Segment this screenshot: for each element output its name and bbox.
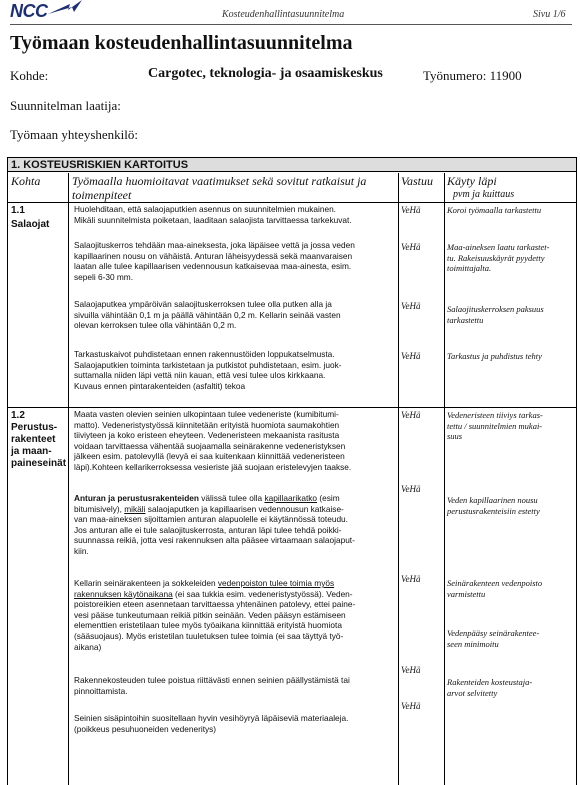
text-line: Koroi työmaalla tarkastettu bbox=[447, 205, 542, 215]
text-line: tettu / suunnitelmien mukai- bbox=[447, 420, 543, 431]
kohde-label: Kohde: bbox=[10, 68, 49, 83]
row-1-1-paragraph bbox=[74, 240, 398, 282]
bold-phrase: Anturan ja perustusrakenteiden bbox=[74, 493, 199, 503]
col-header-kohta: Kohta bbox=[11, 174, 41, 188]
text-line bbox=[74, 589, 398, 600]
text-line: suunnassa reikiä, jotta vesi rakennuksen alta pääsee virtaamaan salaojaput- bbox=[74, 535, 355, 546]
text-line: vesi pääse tunkeutumaan reikiä pitkin seinään. Veden pääsyn estämiseen bbox=[74, 609, 346, 620]
text-line: arvot selvitetty bbox=[447, 687, 498, 698]
text-line: Vedenpääsy seinärakentee- bbox=[447, 628, 540, 638]
text-line: suttamalla niiden läpi vettä niin kauan, että vesi tulee ulos kirkkaana. bbox=[74, 370, 326, 381]
text-line: Salaojaputkien toiminta tarkistetaan ja putkistot puhdistetaan, esim. juok- bbox=[74, 359, 342, 370]
text-line: voidaan tarvittaessa vähentää suojaamalla seinärakenne vedeneristyksen bbox=[74, 440, 346, 451]
kayty-note bbox=[447, 410, 575, 442]
text-line: Tarkastus ja puhdistus tehty bbox=[447, 351, 542, 361]
text-line: Maata vasten olevien seinien ulkopintaan tulee vedeneriste (kumibitumi- bbox=[74, 409, 339, 419]
text-line: tarkastettu bbox=[447, 314, 484, 325]
underlined-phrase: mikäli bbox=[124, 503, 146, 514]
kayty-note bbox=[447, 628, 575, 649]
col-header-kayty-title: Käyty läpi bbox=[447, 174, 497, 188]
text-line bbox=[74, 578, 398, 589]
text-span: (esim bbox=[317, 493, 340, 503]
running-title: Kosteudenhallintasuunnitelma bbox=[222, 9, 345, 20]
vastuu-value: VeHä bbox=[401, 701, 421, 711]
row-1-2-paragraph bbox=[74, 713, 398, 734]
col-header-kayty-sub: pvm ja kuittaus bbox=[453, 189, 515, 200]
col-header-huomio-line: toimenpiteet bbox=[72, 188, 132, 202]
kayty-note bbox=[447, 578, 575, 599]
text-line: van maa-aineksen sijoittamien anturan alapuolelle ei käytännössä toteudu. bbox=[74, 514, 348, 525]
row-number: 1.2 bbox=[11, 410, 25, 421]
text-line: laatan alle tulee kapillaarisen vedennousun katkaisevaa maa-ainesta, esim. bbox=[74, 261, 352, 272]
col-header-kayty bbox=[447, 174, 514, 202]
vastuu-value: VeHä bbox=[401, 301, 421, 311]
text-span: salaojaputken ja kapillaarisen vedennousun katkaise- bbox=[145, 503, 344, 514]
col-divider bbox=[444, 173, 445, 785]
col-divider bbox=[398, 173, 399, 785]
kayty-note bbox=[447, 304, 575, 325]
row-1-2-paragraph bbox=[74, 675, 398, 696]
text-line: Salaojaputkea ympäröivän salaojituskerroksen tulee olla putken alla ja bbox=[74, 299, 332, 309]
row-name-line: rakenteet bbox=[11, 434, 56, 445]
kayty-note bbox=[447, 677, 575, 698]
text-line: perustusrakenteisiin estetty bbox=[447, 505, 540, 516]
vastuu-value: VeHä bbox=[401, 484, 421, 494]
yhteyshenkilo-label: Työmaan yhteyshenkilö: bbox=[10, 127, 138, 142]
text-line: Tarkastuskaivot puhdistetaan ennen rakennustöiden loppukatselmusta. bbox=[74, 349, 335, 359]
text-line: poistoreikien eteen asennetaan tarvittaessa yhtenäinen patolevy, ettei paine- bbox=[74, 599, 356, 610]
ncc-logo bbox=[10, 0, 80, 20]
underlined-phrase: rakennuksen käytönaikana bbox=[74, 588, 173, 599]
text-line: Salaojituskerroksen paksuus bbox=[447, 304, 544, 314]
vastuu-value: VeHä bbox=[401, 351, 421, 361]
text-line: varmistettu bbox=[447, 588, 486, 599]
text-line: aikana) bbox=[74, 641, 102, 652]
text-line: Seinien sisäpintoihin suositellaan hyvin vesihöyryä läpäiseviä materiaaleja. bbox=[74, 713, 349, 723]
kayty-note bbox=[447, 495, 575, 516]
text-line: Vedeneristeen tiiviys tarkas- bbox=[447, 410, 543, 420]
kayty-note bbox=[447, 351, 575, 362]
text-span: välissä tulee olla bbox=[198, 493, 265, 503]
row-1-2-paragraph bbox=[74, 493, 398, 557]
vastuu-value: VeHä bbox=[401, 205, 421, 215]
row-name-line: paineseinät bbox=[11, 458, 67, 469]
col-header-huomio-line: Työmaalla huomioitavat vaatimukset sekä sovitut ratkaisut ja bbox=[72, 174, 367, 188]
row-1-1-paragraph bbox=[74, 299, 398, 331]
text-line: Mikäli suunnitelmista poiketaan, laaditaan salaojista tarvittaessa tarkekuvat. bbox=[74, 214, 352, 225]
laatija-label: Suunnitelman laatija: bbox=[10, 98, 121, 113]
kayty-note bbox=[447, 242, 575, 274]
row-number: 1.1 bbox=[11, 205, 25, 216]
text-line: seen minimoitu bbox=[447, 638, 499, 649]
text-line: (sääsuojaus). Myös eristetilan tuuletuksen tulee toimia (ei saa täyttyä työ- bbox=[74, 630, 344, 641]
text-line: elementtien eristetilaan tulee myös työaikana kiinnittää erityistä huomiota bbox=[74, 620, 342, 631]
text-line: pinnoittamista. bbox=[74, 685, 128, 696]
section-title: 1. KOSTEUSRISKIEN KARTOITUS bbox=[8, 158, 576, 172]
text-line: tu. Rakeisuuskäyrät pyydetty bbox=[447, 252, 545, 263]
text-line: tiiviyteen ja koko eristeen eheyteen. Vedeneristeen mekaanista rasitusta bbox=[74, 430, 340, 441]
document-title: Työmaan kosteudenhallintasuunnitelma bbox=[10, 32, 353, 54]
kohde-value: Cargotec, teknologia- ja osaamiskeskus bbox=[148, 66, 383, 81]
text-line: (poikkeus pesuhuoneiden vedeneritys) bbox=[74, 723, 217, 734]
row-1-2-kohta bbox=[11, 410, 66, 470]
vastuu-value: VeHä bbox=[401, 242, 421, 252]
underlined-phrase: kapillaarikatko bbox=[264, 493, 318, 503]
row-name-line: ja maan- bbox=[11, 446, 52, 457]
underlined-phrase: vedenpoiston tulee toimia myös bbox=[217, 578, 335, 588]
row-1-1-paragraph bbox=[74, 349, 398, 391]
moisture-risk-table bbox=[7, 157, 577, 785]
text-line: kapillaarinen nousu on vähäistä. Anturan läheisyydessä sekä maanvaraisen bbox=[74, 250, 353, 261]
logo-text: NCC bbox=[10, 1, 48, 21]
text-span: bitumisively), bbox=[74, 503, 125, 514]
text-line: sivuilla vähintään 0,1 m ja päällä vähintään 0,2 m. Kellarin seinää vasten bbox=[74, 309, 341, 320]
logo-arrow-icon bbox=[46, 0, 86, 16]
text-line: Veden kapillaarinen nousu bbox=[447, 495, 538, 505]
text-line: olevan kerroksen tulee olla vähintään 0,2 m. bbox=[74, 320, 237, 331]
vastuu-value: VeHä bbox=[401, 665, 421, 675]
page-number: Sivu 1/6 bbox=[533, 9, 566, 20]
tyonumero: Työnumero: 11900 bbox=[423, 68, 522, 83]
text-line: toimittajalta. bbox=[447, 263, 492, 274]
text-line: läpi).Kohteen kellarikerroksessa vesieriste jää suojaan eristelevyjen taakse. bbox=[74, 461, 352, 472]
text-line: kiin. bbox=[74, 545, 89, 556]
text-span: Kellarin seinärakenteen ja sokkeleiden bbox=[74, 578, 218, 588]
row-rule bbox=[8, 407, 576, 408]
vastuu-value: VeHä bbox=[401, 410, 421, 420]
col-divider bbox=[68, 173, 69, 785]
text-span: (ei saa tukkia esim. vedeneristystyössä). Veden- bbox=[172, 588, 353, 599]
text-line: Rakenteiden kosteustaja- bbox=[447, 677, 533, 687]
row-1-1-kohta bbox=[11, 205, 49, 231]
text-line: matto). Vedeneristystyössä kiinnitetään erityistä huomiota saumakohtien bbox=[74, 419, 340, 430]
col-header-huomio bbox=[72, 174, 366, 202]
text-line: Seinärakenteen vedenpoisto bbox=[447, 578, 543, 588]
header-rule bbox=[10, 24, 572, 25]
text-line: sepeli 6-30 mm. bbox=[74, 271, 134, 282]
text-line: Salaojituskerros tehdään maa-aineksesta, joka läpäisee vettä ja jossa veden bbox=[74, 240, 355, 250]
header-row-rule bbox=[8, 202, 576, 203]
vastuu-value: VeHä bbox=[401, 574, 421, 584]
row-1-2-paragraph bbox=[74, 578, 398, 652]
text-line: Kuvaus ennen pintarakenteiden (asfaltit) tekoa bbox=[74, 380, 246, 391]
row-1-1-paragraph bbox=[74, 204, 398, 225]
col-header-vastuu: Vastuu bbox=[401, 174, 434, 188]
text-line bbox=[74, 504, 398, 515]
kayty-note bbox=[447, 205, 575, 216]
text-line: suus bbox=[447, 431, 463, 442]
text-line bbox=[74, 493, 398, 504]
row-1-2-paragraph bbox=[74, 409, 398, 473]
text-line: Maa-aineksen laatu tarkastet- bbox=[447, 242, 550, 252]
text-line: Rakennekosteuden tulee poistua riittävästi ennen seinien päällystämistä tai bbox=[74, 675, 350, 685]
row-name-line: Perustus- bbox=[11, 422, 58, 433]
text-line: Jos anturan alle ei tule salaojituskerrosta, anturan läpi tulee tehdä poikki- bbox=[74, 524, 342, 535]
text-line: Huolehditaan, että salaojaputkien asennus on suunnitelmien mukainen. bbox=[74, 204, 336, 214]
text-line: jälkeen esim. patolevyllä (levyä ei saa kuitenkaan kiinnittää vedeneristeen bbox=[74, 451, 345, 462]
row-name: Salaojat bbox=[11, 219, 50, 230]
